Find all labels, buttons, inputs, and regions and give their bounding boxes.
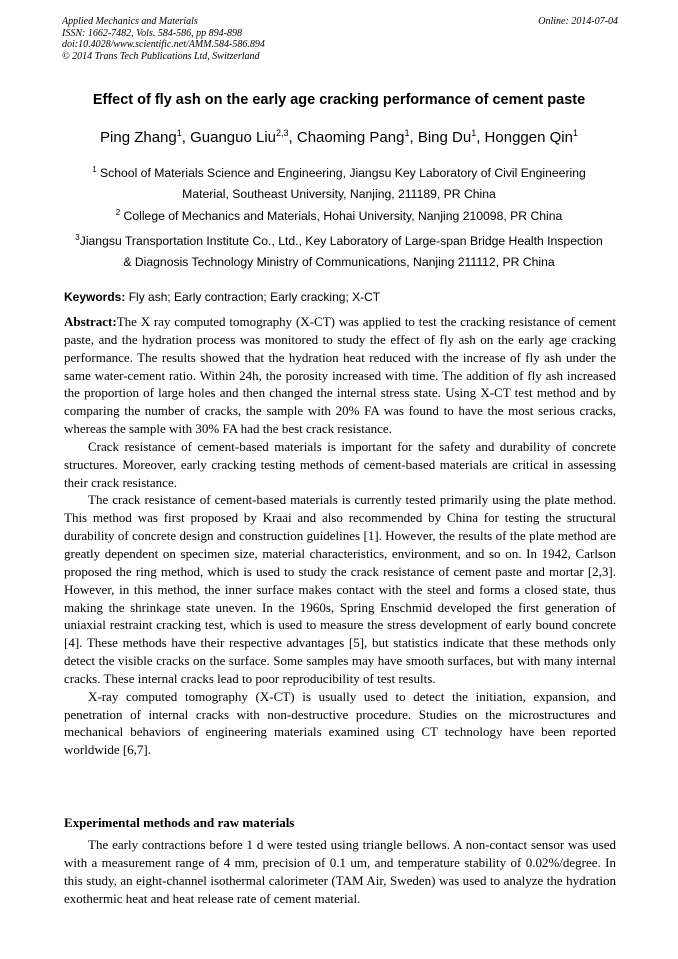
- author-affiliation-sup: 1: [572, 128, 578, 138]
- abstract-label: Abstract:: [64, 314, 117, 329]
- author-affiliation-sup: 1: [404, 128, 410, 138]
- author-affiliation-sup: 1: [176, 128, 182, 138]
- section-heading: Experimental methods and raw materials: [64, 815, 295, 830]
- journal-header: [62, 16, 618, 62]
- section-body: [64, 836, 616, 907]
- keywords-label: Keywords:: [64, 290, 126, 304]
- body-paragraph: Crack resistance of cement-based materials is important for the safety and durability of concrete structures. Moreover, early cracking testing methods of cement-based materials are critical in assessing their crack resistance.: [64, 438, 616, 490]
- affiliation-number: 2: [115, 208, 121, 217]
- paper-title: Effect of fly ash on the early age cracking performance of cement paste: [92, 92, 586, 108]
- keywords: [64, 290, 616, 304]
- author-name: Ping Zhang: [100, 129, 177, 146]
- journal-name: Applied Mechanics and Materials: [62, 16, 198, 27]
- affiliation-text: & Diagnosis Technology Ministry of Communications, Nanjing 211112, PR China: [123, 254, 555, 269]
- issn-line: ISSN: 1662-7482, Vols. 584-586, pp 894-898: [62, 27, 242, 39]
- author-name: Bing Du: [417, 129, 472, 146]
- author-name: Honggen Qin: [484, 129, 573, 146]
- abstract: [64, 313, 616, 438]
- affiliation-1: [40, 163, 638, 204]
- abstract-text: The X ray computed tomography (X-CT) was applied to test the cracking resistance of cement paste, and the hydration process was monitored to study the effect of fly ash on the early age cracking performance. The results showed that the hydration heat reduced with the increase of fly ash under the same water-cement ratio. Within 24h, the porosity increased with time. The addition of fly ash increased the proportion of large holes and then changed the internal stress state. Using X-CT test method and by comparing the number of cracks, the sample with 20% FA was found to have the most serious cracks, whereas the sample with 30% FA had the best crack resistance.: [64, 314, 616, 437]
- doi-line: doi:10.4028/www.scientific.net/AMM.584-586.894: [62, 39, 265, 50]
- affiliation-text: College of Mechanics and Materials, Hohai University, Nanjing 210098, PR China: [123, 209, 563, 223]
- affiliation-number: 3: [75, 233, 80, 242]
- copyright-line: © 2014 Trans Tech Publications Ltd, Switzerland: [62, 50, 260, 62]
- keywords-text: Fly ash; Early contraction; Early cracking; X-CT: [128, 290, 381, 304]
- affiliation-2: [40, 206, 638, 227]
- affiliation-3: [40, 231, 638, 272]
- body-paragraph: The crack resistance of cement-based materials is currently tested primarily using the plate method. This method was first proposed by Kraai and also recommended by China for testing the structural durability of concrete design and construction guidelines [1]. However, the results of the plate method are greatly dependent on specimen size, material characteristics, environment, and so on. In 1942, Carlson proposed the ring method, which is used to study the crack resistance of cement paste and mortar [2,3]. However, in this method, the inner surface makes contact with the steel and forms a closed state, thus making the shrinkage state uneven. In the 1960s, Spring Enschmid developed the first generation of uniaxial restraint cracking test, which is used to measure the stress development of early bound concrete [4]. These methods have their respective advantages [5], but statistics indicate that these methods only detect the visible cracks on the surface. Some samples may have smooth surfaces, but with many internal cracks. These internal cracks lead to poor reproducibility of test results.: [64, 492, 616, 686]
- author-name: Chaoming Pang: [296, 129, 405, 146]
- affiliation-number: 1: [92, 165, 97, 174]
- abstract-and-introduction: [64, 313, 616, 759]
- affiliation-text: Material, Southeast University, Nanjing, 211189, PR China: [182, 186, 496, 201]
- online-date: Online: 2014-07-04: [538, 16, 618, 27]
- body-paragraph: X-ray computed tomography (X-CT) is usually used to detect the initiation, expansion, and penetration of internal cracks with non-destructive procedure. Studies on the microstructures and mechanical behaviors of engineering materials examined using CT technology have been reported worldwide [6,7].: [64, 688, 616, 758]
- body-paragraph: The early contractions before 1 d were tested using triangle bellows. A non-contact sensor was used with a measurement range of 4 mm, precision of 0.1 um, and temperature stability of 0.02%/degree. In this study, an eight-channel isothermal calorimeter (TAM Air, Sweden) was used to analyze the hydration exothermic heat and heat release rate of cement material.: [64, 837, 616, 906]
- author-list: Ping Zhang$^1$, Guanguo Liu$^{2,3}$, Chaoming Pang$^1$, Bing Du$^1$, Honggen Qin$^1$: [100, 128, 578, 146]
- author-affiliation-sup: 2,3: [276, 128, 289, 138]
- author-affiliation-sup: 1: [471, 128, 477, 138]
- author-name: Guanguo Liu: [190, 129, 277, 146]
- affiliation-text: School of Materials Science and Engineering, Jiangsu Key Laboratory of Civil Engineering: [100, 166, 586, 180]
- affiliation-text: Jiangsu Transportation Institute Co., Ltd., Key Laboratory of Large-span Bridge Health Inspection: [79, 234, 603, 248]
